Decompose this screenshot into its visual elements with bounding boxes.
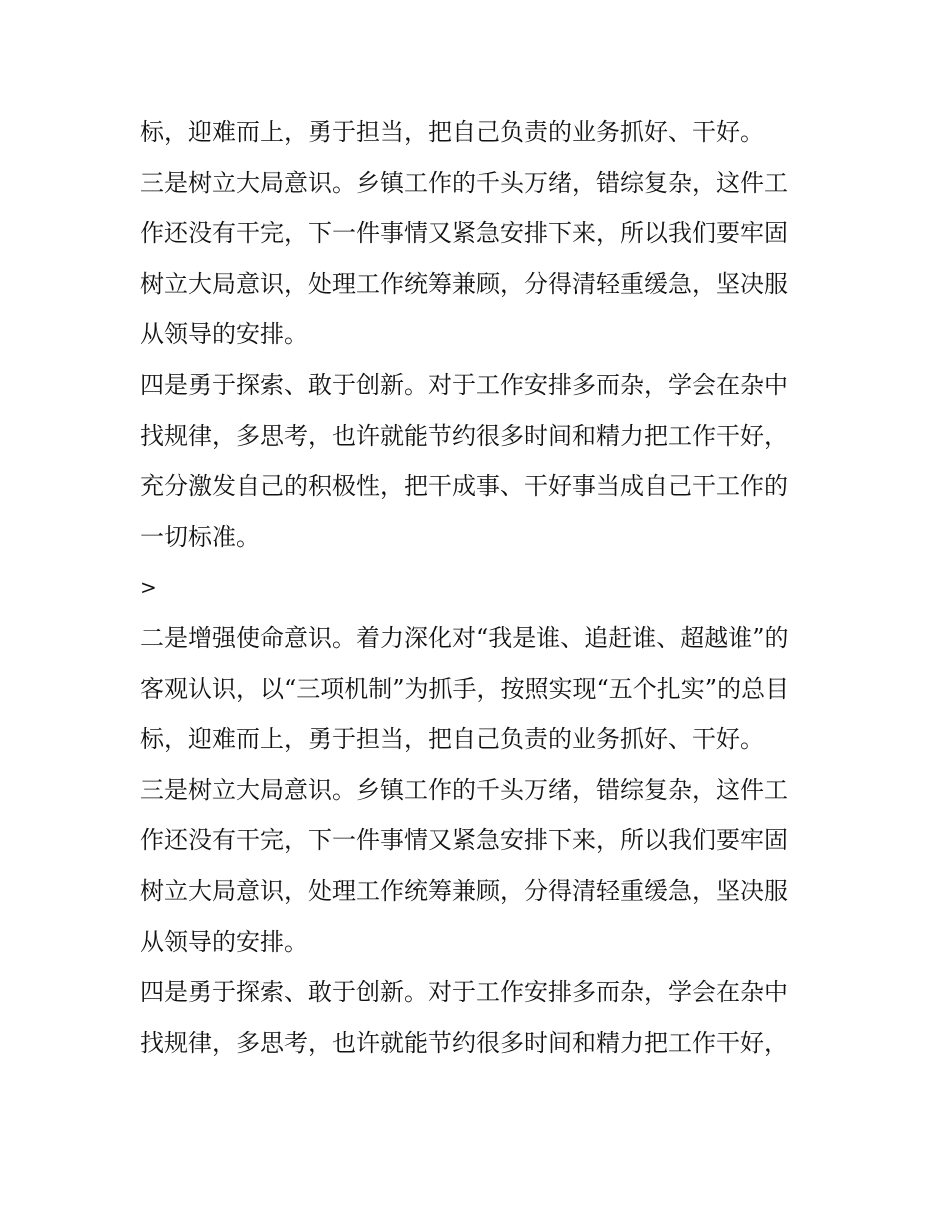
text-line: 找规律，多思考，也许就能节约很多时间和精力把工作干好，: [140, 1028, 788, 1057]
text-line: 二是增强使命意识。着力深化对“我是谁、追赶谁、超越谁”的: [140, 623, 789, 652]
text-line: 作还没有干完，下一件事情又紧急安排下来，所以我们要牢固: [140, 219, 788, 248]
text-line: 三是树立大局意识。乡镇工作的千头万绪，错综复杂，这件工: [140, 775, 788, 804]
text-line: 四是勇于探索、敢于创新。对于工作安排多而杂，学会在杂中: [140, 370, 788, 399]
text-line: 充分激发自己的积极性，把干成事、干好事当成自己干工作的: [140, 472, 788, 501]
text-line: 找规律，多思考，也许就能节约很多时间和精力把工作干好，: [140, 421, 788, 450]
separator-marker: >: [140, 575, 157, 600]
text-line: 树立大局意识，处理工作统筹兼顾，分得清轻重缓急，坚决服: [140, 876, 788, 905]
text-line: 从领导的安排。: [140, 927, 308, 956]
text-line: 四是勇于探索、敢于创新。对于工作安排多而杂，学会在杂中: [140, 978, 788, 1007]
text-line: 作还没有干完，下一件事情又紧急安排下来，所以我们要牢固: [140, 826, 788, 855]
text-line: 从领导的安排。: [140, 320, 308, 349]
text-line: 一切标准。: [140, 522, 260, 551]
text-line: 标，迎难而上，勇于担当，把自己负责的业务抓好、干好。: [140, 118, 764, 146]
text-line: 标，迎难而上，勇于担当，把自己负责的业务抓好、干好。: [140, 725, 764, 754]
text-line: 客观认识，以“三项机制”为抓手，按照实现“五个扎实”的总目: [140, 674, 790, 703]
document-body: [140, 107, 820, 1068]
text-line: 树立大局意识，处理工作统筹兼顾，分得清轻重缓急，坚决服: [140, 269, 788, 298]
text-line: 三是树立大局意识。乡镇工作的千头万绪，错综复杂，这件工: [140, 168, 788, 197]
